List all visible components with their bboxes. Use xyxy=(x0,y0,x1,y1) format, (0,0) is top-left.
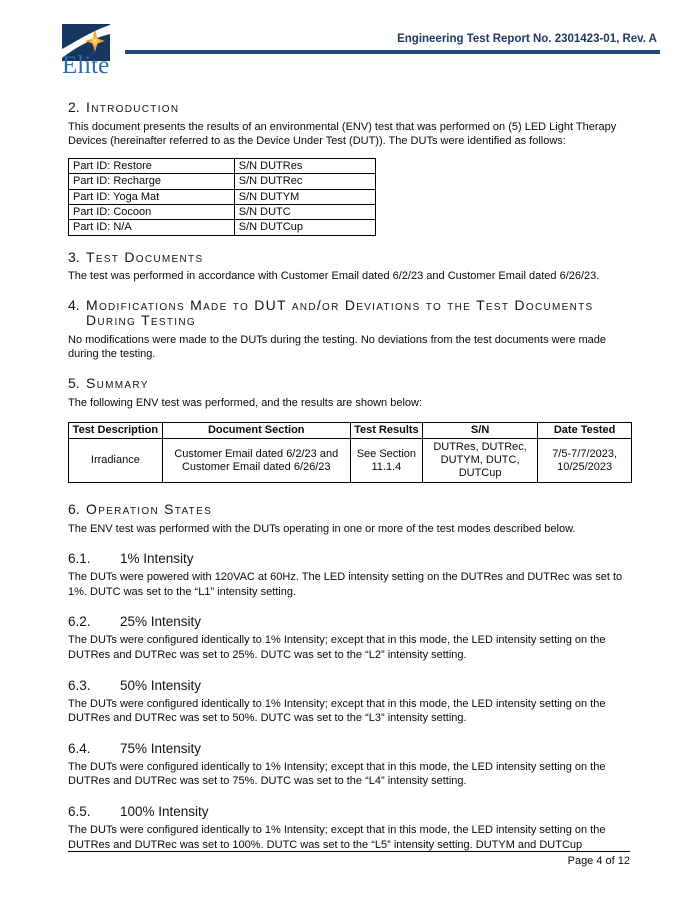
subsection-title: 75% Intensity xyxy=(120,740,202,756)
section-heading-modifications xyxy=(68,298,630,329)
section-heading-summary xyxy=(68,376,630,392)
column-header: Date Tested xyxy=(538,423,632,439)
header-rule xyxy=(125,50,660,54)
column-header: S/N xyxy=(422,423,537,439)
operation-states-paragraph: The ENV test was performed with the DUTs operating in one or more of the test modes described below. xyxy=(68,522,576,535)
subsection-title: 100% Intensity xyxy=(120,803,209,819)
section-title: Summary xyxy=(86,375,149,391)
section-title: Introduction xyxy=(86,99,180,115)
serial-number-cell: S/N DUTYM xyxy=(234,189,375,204)
subsection-heading-100pct xyxy=(68,804,630,820)
section-title: Test Documents xyxy=(86,248,204,265)
part-id-cell: Part ID: Yoga Mat xyxy=(69,189,235,204)
table-row xyxy=(69,204,376,219)
subsection-number: 6.1. xyxy=(68,551,91,567)
section-number: 6. xyxy=(68,501,80,518)
section-heading-test-documents xyxy=(68,250,630,266)
subsection-title: 1% Intensity xyxy=(120,551,194,567)
document-body xyxy=(68,100,630,852)
serial-numbers-cell: DUTRes, DUTRec, DUTYM, DUTC, DUTCup xyxy=(422,439,537,483)
summary-results-table xyxy=(68,422,632,483)
subsection-paragraph: The DUTs were configured identically to 1% Intensity; except that in this mode, the LED intensity setting on the DUTRes and DUTRec was set to 75%. DUTC was set to the “L4” intensity setting. xyxy=(68,760,606,788)
elite-logo-text: Elite xyxy=(62,52,110,79)
serial-number-cell: S/N DUTRec xyxy=(234,174,375,189)
report-title: Engineering Test Report No. 2301423-01, Rev. A xyxy=(397,33,657,45)
test-description-cell: Irradiance xyxy=(69,439,163,483)
column-header: Test Results xyxy=(350,423,422,439)
elite-logo xyxy=(62,24,118,78)
dut-identification-table xyxy=(68,158,376,236)
modifications-paragraph: No modifications were made to the DUTs during the testing. No deviations from the test documents were made during the testing. xyxy=(68,333,607,361)
section-number: 2. xyxy=(68,99,80,115)
table-row xyxy=(69,220,376,235)
section-number: 4. xyxy=(68,296,80,313)
table-row xyxy=(69,158,376,173)
subsection-title: 50% Intensity xyxy=(120,677,202,693)
subsection-heading-75pct xyxy=(68,741,630,757)
section-heading-operation-states xyxy=(68,502,630,518)
subsection-paragraph: The DUTs were configured identically to 1% Intensity; except that in this mode, the LED intensity setting on the DUTRes and DUTRec was set to 25%. DUTC was set to the “L2” intensity setting. xyxy=(68,634,606,661)
page-footer xyxy=(68,851,630,867)
document-section-cell: Customer Email dated 6/2/23 and Customer Email dated 6/26/23 xyxy=(162,439,350,483)
part-id-cell: Part ID: Recharge xyxy=(69,174,235,189)
test-documents-paragraph: The test was performed in accordance with Customer Email dated 6/2/23 and Customer Email dated 6/26/23. xyxy=(68,270,600,283)
section-number: 3. xyxy=(68,248,80,265)
section-number: 5. xyxy=(68,375,80,391)
serial-number-cell: S/N DUTC xyxy=(234,204,375,219)
date-tested-cell: 7/5-7/7/2023, 10/25/2023 xyxy=(538,439,632,483)
subsection-number: 6.5. xyxy=(68,803,91,819)
introduction-paragraph: This document presents the results of an environmental (ENV) test that was performed on (5) LED Light Therapy Devices (hereinafter referred to as the Device Under Test (DUT)). The DUTs were identified as follows: xyxy=(68,120,617,148)
table-row xyxy=(69,439,632,483)
part-id-cell: Part ID: N/A xyxy=(69,220,235,235)
section-title: Modifications Made to DUT and/or Deviations to the Test Documents During Testing xyxy=(86,296,594,329)
serial-number-cell: S/N DUTCup xyxy=(234,220,375,235)
subsection-paragraph: The DUTs were configured identically to 1% Intensity; except that in this mode, the LED intensity setting on the DUTRes and DUTRec was set to 100%. DUTC was set to the “L5” intensity setting. DUTYM and DUTCup xyxy=(68,823,606,851)
subsection-heading-25pct xyxy=(68,614,630,630)
subsection-number: 6.2. xyxy=(68,614,91,630)
test-results-cell: See Section 11.1.4 xyxy=(350,439,422,483)
part-id-cell: Part ID: Restore xyxy=(69,158,235,173)
serial-number-cell: S/N DUTRes xyxy=(234,158,375,173)
summary-paragraph: The following ENV test was performed, and the results are shown below: xyxy=(68,396,423,409)
table-header-row xyxy=(69,423,632,439)
subsection-paragraph: The DUTs were powered with 120VAC at 60Hz. The LED intensity setting on the DUTRes and DUTRec was set to 1%. DUTC was set to the “L1” intensity setting. xyxy=(68,571,623,598)
column-header: Document Section xyxy=(162,423,350,439)
table-row xyxy=(69,189,376,204)
subsection-paragraph: The DUTs were configured identically to 1% Intensity; except that in this mode, the LED intensity setting on the DUTRes and DUTRec was set to 50%. DUTC was set to the “L3” intensity setting. xyxy=(68,697,606,725)
subsection-heading-50pct xyxy=(68,678,630,694)
part-id-cell: Part ID: Cocoon xyxy=(69,204,235,219)
subsection-number: 6.3. xyxy=(68,677,91,693)
section-title: Operation States xyxy=(86,501,213,518)
subsection-heading-1pct xyxy=(68,551,630,567)
subsection-number: 6.4. xyxy=(68,740,91,756)
subsection-title: 25% Intensity xyxy=(120,614,202,630)
page-number: Page 4 of 12 xyxy=(567,855,630,867)
table-row xyxy=(69,174,376,189)
column-header: Test Description xyxy=(69,423,163,439)
page-header xyxy=(0,0,698,86)
section-heading-introduction xyxy=(68,100,630,116)
